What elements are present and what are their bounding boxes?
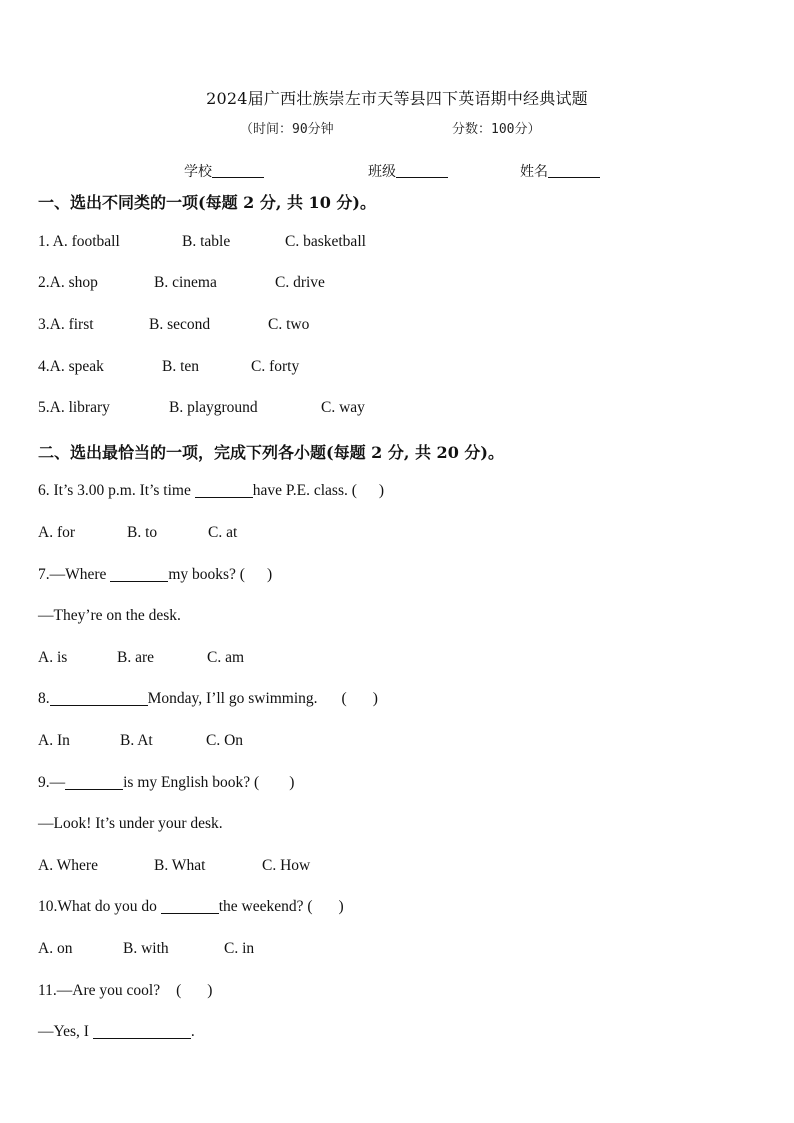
question-text: the weekend? ( — [218, 898, 313, 915]
class-field[interactable] — [368, 161, 448, 181]
option-b[interactable]: B. to — [127, 524, 158, 541]
question-9 — [38, 774, 294, 792]
option-c[interactable]: C. in — [224, 940, 255, 957]
class-blank[interactable] — [396, 163, 448, 178]
option-c[interactable]: C. basketball — [285, 233, 366, 250]
name-field[interactable] — [520, 161, 600, 181]
answer-line-7: —They’re on the desk. — [38, 607, 181, 624]
question-text: 11.—Are you cool? — [38, 982, 161, 999]
option-b[interactable]: B. What — [154, 857, 206, 874]
option-a[interactable]: A. for — [38, 524, 76, 541]
option-c[interactable]: C. am — [207, 649, 245, 666]
question-11 — [38, 982, 212, 1000]
paren-close: ) — [338, 898, 344, 915]
question-text: my books? ( — [168, 566, 245, 583]
option-b[interactable]: B. playground — [169, 399, 258, 416]
question-text: 9.— — [38, 774, 66, 791]
option-c[interactable]: C. forty — [251, 358, 300, 375]
answer-blank[interactable] — [110, 566, 168, 582]
option-c[interactable]: C. two — [268, 316, 310, 333]
option-c[interactable]: C. drive — [275, 274, 325, 291]
option-c[interactable]: C. at — [208, 524, 238, 541]
option-a[interactable]: 1. A. football — [38, 233, 120, 250]
question-text: 10.What do you do — [38, 898, 161, 915]
option-b[interactable]: B. At — [120, 732, 153, 749]
answer-blank[interactable] — [65, 774, 123, 790]
answer-blank[interactable] — [195, 482, 253, 498]
paren-close: ) — [207, 982, 213, 999]
name-blank[interactable] — [548, 163, 600, 178]
question-7 — [38, 566, 272, 584]
answer-line-9: —Look! It’s under your desk. — [38, 815, 223, 832]
option-a[interactable]: A. Where — [38, 857, 98, 874]
paren-close: ) — [378, 482, 385, 499]
paren-close: ) — [372, 690, 378, 707]
school-field[interactable] — [184, 161, 264, 181]
answer-blank[interactable] — [93, 1023, 191, 1039]
option-b[interactable]: B. table — [182, 233, 231, 250]
page-title: 2024届广西壮族崇左市天等县四下英语期中经典试题 — [206, 89, 588, 108]
question-text: Monday, I’ll go swimming. — [147, 690, 318, 707]
answer-line-11 — [38, 1023, 195, 1041]
option-c[interactable]: C. way — [321, 399, 365, 416]
paren-close: ) — [289, 774, 295, 791]
option-a[interactable]: 3.A. first — [38, 316, 94, 333]
question-6 — [38, 482, 384, 500]
paren-open: ( — [176, 982, 182, 999]
section-heading-1: 一、选出不同类的一项(每题 2 分, 共 10 分)。 — [38, 193, 376, 212]
option-b[interactable]: B. are — [117, 649, 155, 666]
exam-score: 分数：100分） — [452, 122, 541, 137]
question-text: have P.E. class. ( — [252, 482, 357, 499]
answer-blank[interactable] — [161, 898, 219, 914]
option-c[interactable]: C. How — [262, 857, 311, 874]
question-text: is my English book? ( — [123, 774, 260, 791]
question-text: 8. — [38, 690, 50, 707]
class-label: 班级 — [368, 164, 396, 180]
option-a[interactable]: A. is — [38, 649, 68, 666]
answer-text: —Yes, I — [38, 1023, 93, 1040]
school-blank[interactable] — [212, 163, 264, 178]
option-a[interactable]: 4.A. speak — [38, 358, 104, 375]
question-text: 6. It’s 3.00 p.m. It’s time — [38, 482, 195, 499]
option-a[interactable]: A. In — [38, 732, 70, 749]
option-b[interactable]: B. cinema — [154, 274, 217, 291]
option-b[interactable]: B. with — [123, 940, 169, 957]
exam-time: （时间：90分钟 — [240, 122, 334, 137]
question-10 — [38, 898, 344, 916]
option-b[interactable]: B. second — [149, 316, 211, 333]
option-b[interactable]: B. ten — [162, 358, 200, 375]
question-text: 7.—Where — [38, 566, 111, 583]
option-a[interactable]: 2.A. shop — [38, 274, 98, 291]
school-label: 学校 — [184, 164, 212, 180]
section-heading-2: 二、选出最恰当的一项，完成下列各小题(每题 2 分, 共 20 分)。 — [38, 443, 504, 462]
question-8 — [38, 690, 378, 708]
paren-close: ) — [266, 566, 273, 583]
option-a[interactable]: 5.A. library — [38, 399, 110, 416]
option-a[interactable]: A. on — [38, 940, 73, 957]
option-c[interactable]: C. On — [206, 732, 244, 749]
answer-text: . — [190, 1023, 195, 1040]
answer-blank[interactable] — [50, 690, 148, 706]
paren-open: ( — [341, 690, 347, 707]
name-label: 姓名 — [520, 164, 548, 180]
